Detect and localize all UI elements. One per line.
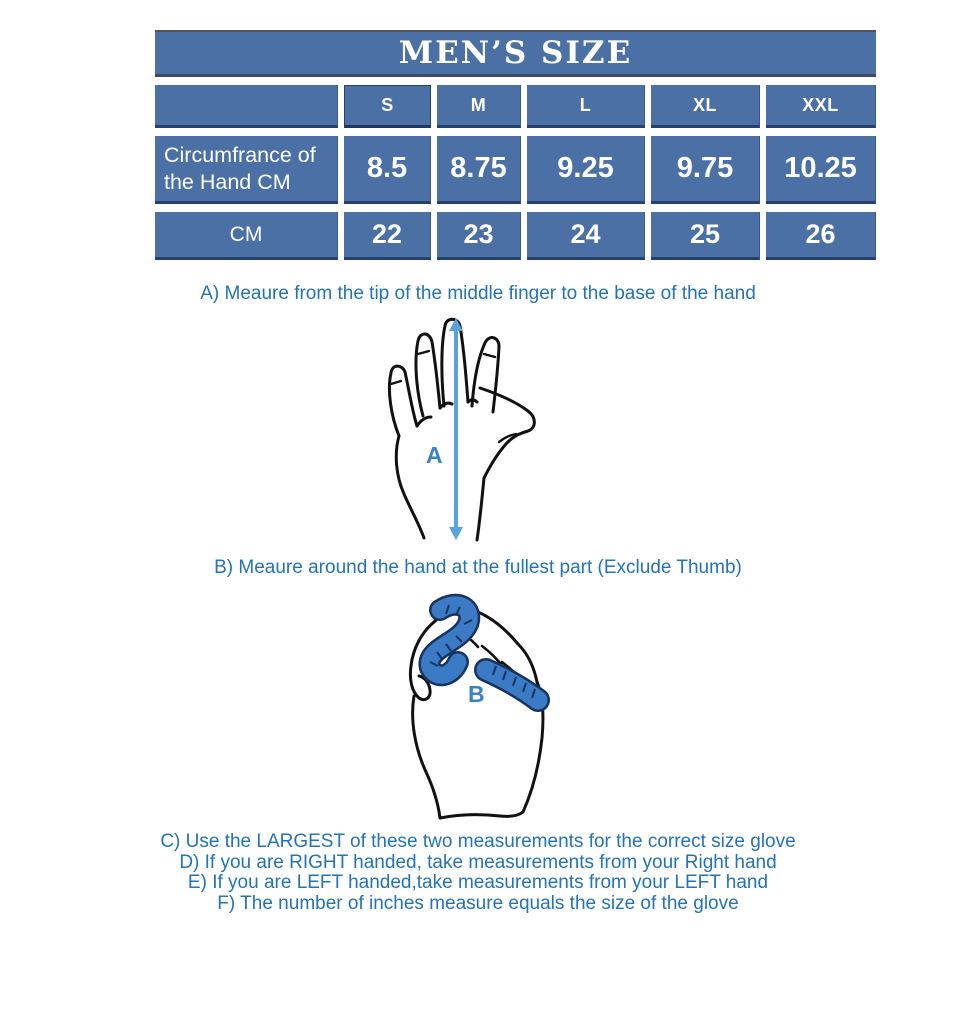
circumference-value-l: 9.25 [527,136,645,204]
fist-illustration [396,590,571,824]
open-hand-illustration [378,314,554,546]
cm-value-m: 23 [437,212,521,260]
col-header-xl: XL [651,85,760,128]
circumference-value-xl: 9.75 [651,136,760,204]
col-header-m: M [437,85,521,128]
col-header-xxl: XXL [766,85,876,128]
instruction-line-d: D) If you are RIGHT handed, take measurements from your Right hand [179,851,777,873]
measure-a-label: A [426,442,443,468]
cm-value-s: 22 [344,212,431,260]
col-header-s: S [344,85,431,128]
instruction-block-cf [0,832,956,914]
instruction-line-f: F) The number of inches measure equals the size of the glove [217,892,739,914]
cm-value-xl: 25 [651,212,760,260]
instruction-line-a: A) Meaure from the tip of the middle finger to the base of the hand [200,283,756,304]
table-grid [155,85,876,260]
instruction-line-b: B) Meaure around the hand at the fullest part (Exclude Thumb) [214,557,742,578]
row-label-cm: CM [155,212,338,260]
measure-arrow [449,318,463,540]
corner-cell [155,85,338,128]
circumference-value-xxl: 10.25 [766,136,876,204]
row-label-circumference: Circumfrance of the Hand CM [155,136,338,204]
col-header-l: L [527,85,645,128]
table-title: MEN’S SIZE [155,30,876,77]
measure-b-label: B [468,681,485,707]
hand-outline [389,319,534,540]
circumference-value-s: 8.5 [344,136,431,204]
cm-value-l: 24 [527,212,645,260]
fist-outline [410,609,543,818]
mens-size-table [155,30,876,260]
cm-value-xxl: 26 [766,212,876,260]
instruction-line-c: C) Use the LARGEST of these two measurements for the correct size glove [160,831,796,852]
instruction-line-e: E) If you are LEFT handed,take measurements from your LEFT hand [187,872,769,893]
circumference-value-m: 8.75 [437,136,521,204]
